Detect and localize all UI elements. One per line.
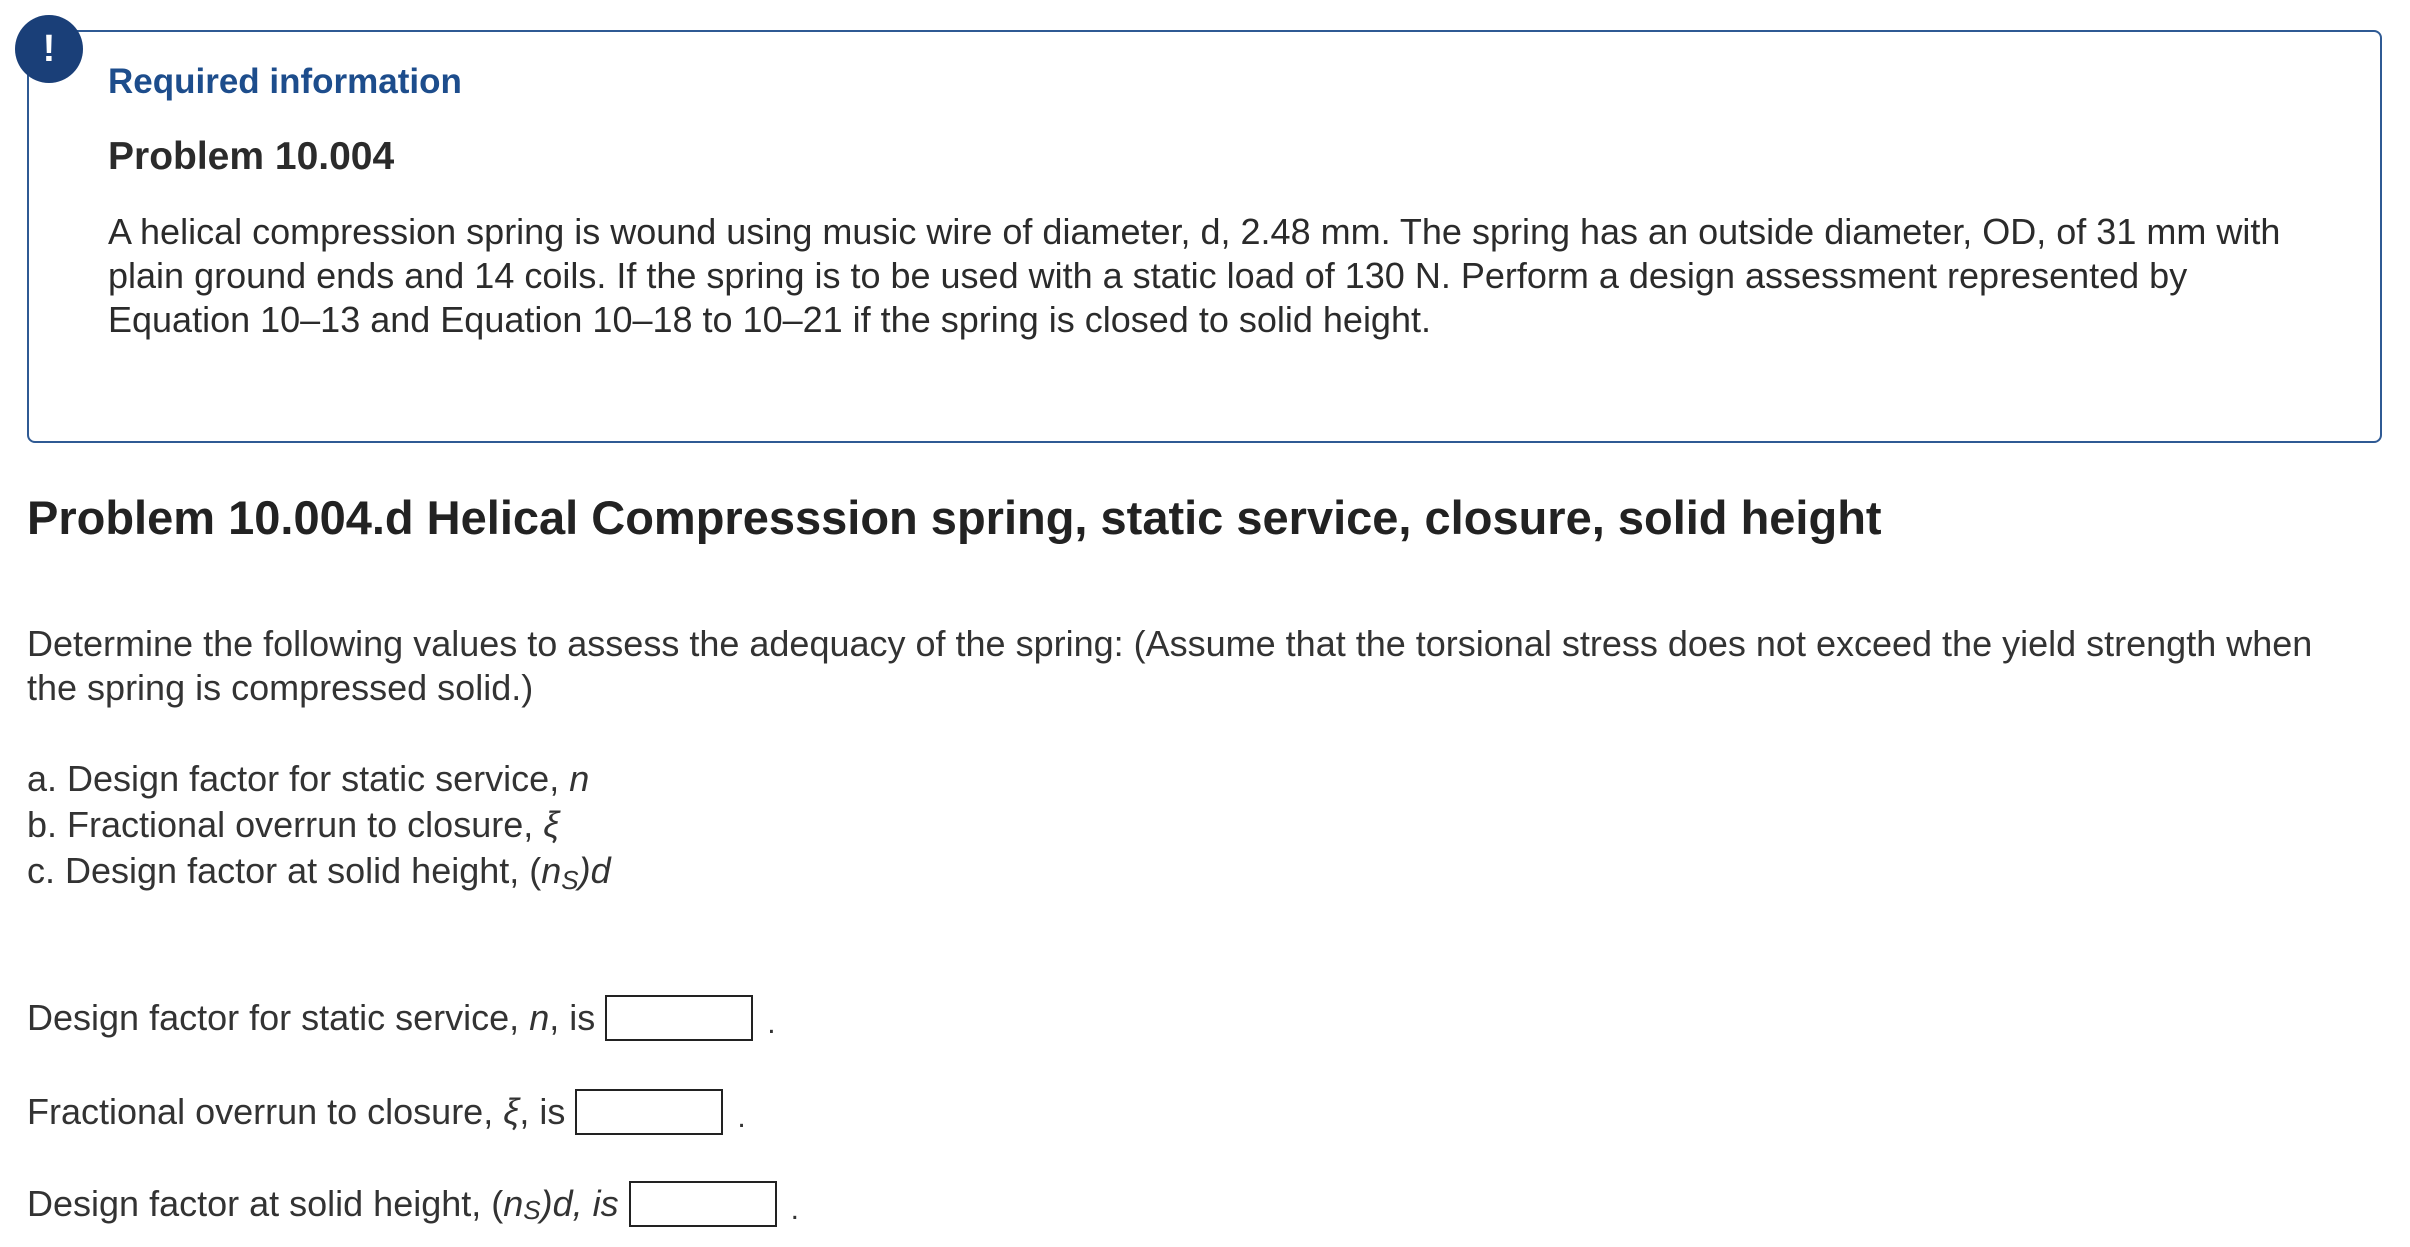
item-c-suffix: )d xyxy=(578,850,611,891)
answer-3-suffix: )d, is xyxy=(540,1183,619,1224)
answer-1-label: Design factor for static service, xyxy=(27,997,520,1038)
answer-row-solid-height xyxy=(27,1177,799,1231)
problem-title: Problem 10.004 xyxy=(108,135,395,178)
item-a-text: a. Design factor for static service, xyxy=(27,758,570,799)
section-intro: Determine the following values to assess the adequacy of the spring: (Assume that the torsional stress does not exceed the yield strength when the spring is compressed solid.) xyxy=(27,623,2313,708)
answer-3-period: . xyxy=(790,1193,799,1226)
answer-row-static-service xyxy=(27,991,776,1045)
answer-2-symbol: ξ xyxy=(503,1091,520,1132)
static-service-design-factor-input[interactable] xyxy=(605,995,753,1041)
item-c-text: c. Design factor at solid height, ( xyxy=(27,850,542,891)
item-a-symbol: n xyxy=(569,758,590,799)
problem-statement: A helical compression spring is wound using music wire of diameter, d, 2.48 mm. The spring has an outside diameter, OD, of 31 mm with plain ground ends and 14 coils. If the spring is to be used with a static load of 130 N. Perform a design assessment represented by Equation 10–13 and Equation 10–18 to 10–21 if the spring is closed to solid height. xyxy=(108,211,2281,340)
items-list xyxy=(27,756,611,897)
answer-1-symbol: n xyxy=(529,997,550,1038)
item-c-symbol: n xyxy=(541,850,562,891)
answer-1-suffix: , is xyxy=(549,997,596,1038)
list-item-a xyxy=(27,756,611,802)
list-item-c xyxy=(27,848,611,897)
item-b-symbol: ξ xyxy=(543,804,560,845)
answer-3-subscript: S xyxy=(523,1194,541,1225)
item-b-text: b. Fractional overrun to closure, xyxy=(27,804,544,845)
required-information-heading: Required information xyxy=(108,62,462,101)
solid-height-design-factor-input[interactable] xyxy=(629,1181,777,1227)
answer-2-period: . xyxy=(737,1101,746,1134)
answer-3-label: Design factor at solid height, ( xyxy=(27,1183,504,1224)
alert-icon: ! xyxy=(15,15,83,83)
answer-2-suffix: , is xyxy=(519,1091,566,1132)
answer-row-fractional-overrun xyxy=(27,1085,746,1139)
item-c-subscript: S xyxy=(561,865,579,895)
answer-1-period: . xyxy=(767,1007,776,1040)
answer-3-symbol: n xyxy=(503,1183,524,1224)
answer-2-label: Fractional overrun to closure, xyxy=(27,1091,494,1132)
section-title: Problem 10.004.d Helical Compresssion spring, static service, closure, solid height xyxy=(27,491,1882,544)
fractional-overrun-input[interactable] xyxy=(575,1089,723,1135)
list-item-b xyxy=(27,802,611,848)
